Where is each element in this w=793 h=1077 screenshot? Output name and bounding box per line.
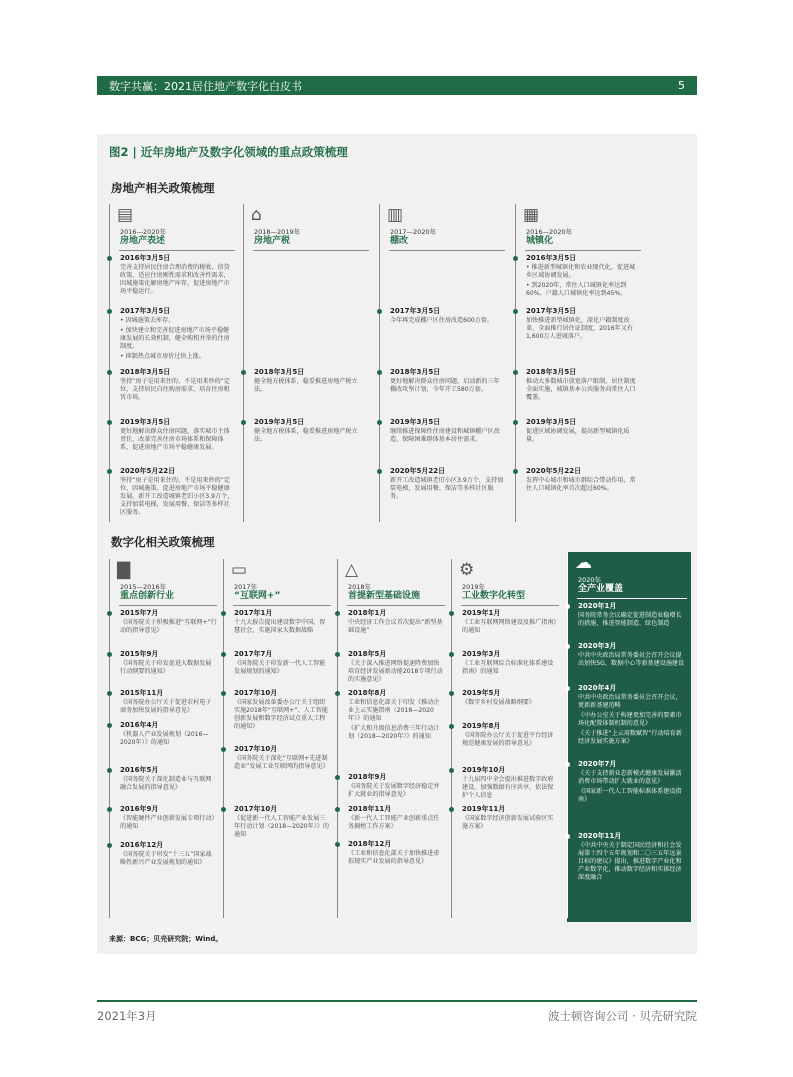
category-label: 全产业覆盖 — [578, 584, 624, 594]
buildings-icon: ▥ — [387, 205, 404, 225]
timeline-dot — [107, 807, 112, 812]
robot-arm-icon: ⚙ — [459, 560, 475, 580]
timeline-dot — [107, 652, 112, 657]
digital-column-0 — [109, 559, 221, 922]
entry-text: 发挥中心城市和城市群综合带动作用，常住人口城镇化率首次超过60%。 — [526, 477, 636, 493]
document-icon: ▤ — [117, 205, 134, 225]
entry-text: • 推进新型城镇化和农业现代化，促进城乡区域协调发展。 — [526, 264, 641, 280]
category-label: 工业数字化转型 — [462, 591, 526, 601]
timeline-dot — [449, 611, 454, 616]
timeline-entry — [462, 766, 559, 800]
chart-icon: ▇ — [117, 560, 131, 580]
entry-date: 2017年3月5日 — [390, 307, 441, 315]
entry-date: 2017年10月 — [234, 689, 278, 697]
category-label: “互联网+” — [234, 591, 281, 601]
entry-text: 加快推进新型城镇化，深化户籍制度改革，全面推行居住证制度，2016年又有1,600万人进城落户。 — [526, 317, 633, 341]
header-divider — [577, 598, 687, 599]
timeline-entry — [526, 307, 641, 341]
timeline-entry — [234, 609, 331, 635]
timeline-entry — [234, 689, 331, 731]
entry-text: 国务院常务会议确定促进制造业稳增长的措施，推进智能制造、绿色制造 — [578, 612, 682, 628]
entry-date: 2017年3月5日 — [120, 307, 171, 315]
entry-date: 2019年5月 — [462, 689, 501, 697]
entry-date: 2016年3月5日 — [120, 254, 171, 262]
timeline-entry — [390, 467, 505, 501]
entry-text: 中央经济工作会议首次提出“新型基础设施” — [348, 619, 443, 635]
timeline-line — [515, 204, 516, 522]
entry-text: 《中办公室关于构建更加完善的要素市场化配置体制机制的意见》 — [578, 712, 682, 728]
period-label: 2015—2016年 — [120, 583, 167, 591]
category-label: 首提新型基础设施 — [348, 591, 421, 601]
header-divider — [461, 605, 559, 606]
timeline-entry — [120, 650, 217, 676]
category-label: 棚改 — [390, 236, 409, 246]
entry-date: 2019年10月 — [462, 766, 506, 774]
entry-date: 2019年3月 — [462, 650, 501, 658]
header-title: 数字共赢：2021居住地产数字化白皮书 — [109, 79, 302, 93]
realestate-column-3 — [515, 204, 645, 526]
entry-date: 2019年8月 — [462, 722, 501, 730]
timeline-entry — [120, 766, 217, 792]
header-divider — [347, 605, 445, 606]
entry-date: 2017年3月5日 — [526, 307, 577, 315]
period-label: 2016—2020年 — [526, 228, 573, 236]
entry-date: 2015年11月 — [120, 689, 164, 697]
timeline-entry — [348, 840, 445, 866]
figure-panel — [97, 134, 697, 954]
entry-text: 《工业和信息化部关于加快推进虚拟现实产业发展的指导意见》 — [348, 850, 440, 866]
period-label: 2018年 — [348, 583, 372, 591]
entry-date: 2019年3月5日 — [390, 418, 441, 426]
entry-date: 2018年3月5日 — [254, 368, 305, 376]
header-divider — [119, 250, 235, 251]
entry-date: 2020年7月 — [578, 760, 617, 768]
timeline-dot — [107, 469, 112, 474]
entry-date: 2018年12月 — [348, 840, 392, 848]
timeline-dot — [107, 843, 112, 848]
timeline-entry — [526, 418, 641, 444]
entry-date: 2020年3月 — [578, 642, 617, 650]
timeline-dot — [449, 768, 454, 773]
footer-date: 2021年3月 — [97, 1009, 157, 1023]
entry-text: 《工业互联网综合标准化体系建设指南》的通知 — [462, 660, 554, 676]
entry-date: 2016年5月 — [120, 766, 159, 774]
entry-text: 坚持“房子是用来住的、不是用来炒的”定位，因城施策，促进房地产市场平稳健康发展。新开工改造城镇老旧小区3.9万个，支持加装电梯，发展用餐、保洁等多样社区服务。 — [120, 477, 234, 517]
timeline-line — [243, 204, 244, 522]
entry-date: 2016年9月 — [120, 805, 159, 813]
entry-date: 2018年1月 — [348, 609, 387, 617]
timeline-entry — [526, 254, 641, 298]
timeline-dot — [449, 807, 454, 812]
city-icon: ▦ — [523, 205, 540, 225]
entry-text: 健全地方税体系，稳妥推进房地产税立法。 — [254, 378, 358, 394]
entry-date: 2020年5月22日 — [120, 467, 176, 475]
timeline-dot — [335, 775, 340, 780]
entry-date: 2020年4月 — [578, 684, 617, 692]
entry-text: 《国务院关于印发“十三五”国家战略性新兴产业发展规划的通知》 — [120, 851, 212, 867]
entry-date: 2018年11月 — [348, 805, 392, 813]
timeline-entry — [390, 307, 505, 325]
entry-date: 2017年10月 — [234, 745, 278, 753]
entry-text: • 加快建立和完善促进房地产市场平稳健康发展的长效机制，健全购租并举的住房制度。 — [120, 327, 235, 351]
entry-date: 2020年11月 — [578, 832, 622, 840]
monitor-icon: ▭ — [231, 560, 248, 580]
entry-text: 促进区域协调发展，提高新型城镇化质量。 — [526, 428, 630, 444]
timeline-dot — [513, 420, 518, 425]
entry-text: 《国务院办公厅关于促进平台经济规范健康发展的指导意见》 — [462, 732, 554, 748]
entry-text: 更好地解决群众住房问题，落实城市主体责任，改革完善住房市场体系和保障体系，促进房地产市场平稳健康发展。 — [120, 428, 230, 452]
timeline-dot — [221, 611, 226, 616]
digital-column-4 — [567, 552, 691, 922]
header-divider — [233, 605, 331, 606]
entry-date: 2018年3月5日 — [120, 368, 171, 376]
timeline-dot — [449, 691, 454, 696]
timeline-dot — [565, 644, 570, 649]
timeline-entry — [348, 650, 445, 684]
entry-text: 推动大多数城市放宽落户限制，居住制度全面实施，城镇基本公共服务向常住人口覆盖。 — [526, 378, 636, 402]
entry-text: 继续推进保障性住房建设和城镇棚户区改造，保障困难群体基本居住需求。 — [390, 428, 500, 444]
timeline-entry — [526, 467, 641, 493]
period-label: 2016—2020年 — [120, 228, 167, 236]
timeline-dot — [377, 469, 382, 474]
figure-source: 来源：BCG；贝壳研究院；Wind。 — [109, 935, 223, 943]
entry-text: 健全地方税体系，稳妥推进房地产税立法。 — [254, 428, 358, 444]
page-header — [97, 76, 697, 95]
timeline-dot — [377, 309, 382, 314]
timeline-dot — [335, 807, 340, 812]
entry-text: 新开工改造城镇老旧小区3.9万个，支持加装电梯，发展用餐、保洁等多样社区服务。 — [390, 477, 504, 501]
entry-date: 2017年7月 — [234, 650, 273, 658]
timeline-entry — [348, 689, 445, 741]
timeline-dot — [565, 834, 570, 839]
entry-text: 更好地解决群众住房问题，启动新的三年棚改攻坚计划，今年开工580万套。 — [390, 378, 500, 394]
entry-date: 2019年1月 — [462, 609, 501, 617]
timeline-entry — [390, 368, 505, 394]
tower-icon: △ — [345, 560, 359, 580]
timeline-dot — [335, 842, 340, 847]
entry-date: 2016年12月 — [120, 841, 164, 849]
entry-date: 2019年3月5日 — [120, 418, 171, 426]
timeline-entry — [578, 642, 687, 668]
entry-date: 2019年3月5日 — [254, 418, 305, 426]
timeline-entry — [234, 745, 331, 771]
entry-date: 2020年5月22日 — [526, 467, 582, 475]
entry-text: 工业和信息化部关于印发《推动企业上云实施指南（2018—2020年）》的通知 — [348, 699, 440, 723]
period-label: 2020年 — [578, 576, 602, 584]
entry-text: 《智能硬件产业创新发展专项行动》的通知 — [120, 815, 215, 831]
entry-text: 《国务院关于印发促进大数据发展行动纲要的通知》 — [120, 660, 212, 676]
entry-date: 2015年9月 — [120, 650, 159, 658]
timeline-dot — [241, 420, 246, 425]
timeline-dot — [335, 611, 340, 616]
entry-text: 《关于深入推进网络提速降费加快培育经济发展新动能2018专项行动的实施意见》 — [348, 660, 443, 684]
timeline-entry — [462, 689, 559, 707]
entry-text: • 因城施策去库存。 — [120, 317, 235, 325]
timeline-entry — [348, 609, 445, 635]
timeline-entry — [120, 805, 217, 831]
timeline-dot — [513, 256, 518, 261]
timeline-dot — [565, 604, 570, 609]
footer-rule — [97, 1000, 697, 1002]
digital-column-1 — [223, 559, 335, 922]
period-label: 2018—2019年 — [254, 228, 301, 236]
entry-text: 《数字乡村发展战略纲要》 — [462, 699, 536, 707]
entry-text: 十九届四中全会提出推进数字政府建设，加强数据有序共享，依法保护个人信息 — [462, 776, 554, 800]
entry-text: 《工业互联网网络建设及推广指南》的通知 — [462, 619, 557, 635]
timeline-dot — [107, 768, 112, 773]
entry-text: 《国务院办公厅关于促进农村电子商务加快发展的指导意见》 — [120, 699, 212, 715]
entry-text: 《国家新一代人工智能标准体系建设指南》 — [578, 788, 682, 804]
entry-text: 《机器人产业发展规划（2016—2020年）》的通知 — [120, 731, 209, 747]
entry-date: 2016年3月5日 — [526, 254, 577, 262]
timeline-dot — [565, 686, 570, 691]
timeline-entry — [462, 609, 559, 635]
timeline-dot — [107, 309, 112, 314]
timeline-entry — [120, 841, 217, 867]
entry-date: 2015年7月 — [120, 609, 159, 617]
timeline-dot — [513, 309, 518, 314]
timeline-entry — [120, 254, 235, 296]
timeline-entry — [234, 805, 331, 839]
entry-text: • 到2020年，常住人口城镇化率达到60%、户籍人口城镇化率达到45%。 — [526, 282, 641, 298]
timeline-dot — [221, 747, 226, 752]
entry-text: 十九大报告提出建设数字中国、智慧社会，实施国家大数据战略 — [234, 619, 326, 635]
category-label: 城镇化 — [526, 236, 554, 246]
period-label: 2017年 — [234, 583, 258, 591]
entry-text: 《国务院关于发展数字经济稳定并扩大就业的指导意见》 — [348, 783, 440, 799]
entry-text: 《促进新一代人工智能产业发展三年行动计划（2018—2020年）》的通知 — [234, 815, 329, 839]
entry-text: 《国家数字经济创新发展试验区实施方案》 — [462, 815, 554, 831]
figure-title: 图2 | 近年房地产及数字化领域的重点政策梳理 — [109, 145, 348, 159]
entry-date: 2017年1月 — [234, 609, 273, 617]
timeline-entry — [120, 307, 235, 361]
timeline-dot — [377, 420, 382, 425]
timeline-entry — [348, 773, 445, 799]
realestate-column-2 — [379, 204, 509, 526]
timeline-entry — [462, 805, 559, 831]
timeline-entry — [462, 650, 559, 676]
timeline-entry — [578, 602, 687, 628]
section-title-realestate: 房地产相关政策梳理 — [111, 181, 215, 195]
timeline-entry — [120, 721, 217, 747]
timeline-entry — [526, 368, 641, 402]
timeline-dot — [565, 762, 570, 767]
timeline-entry — [462, 722, 559, 748]
house-tax-icon: ⌂ — [251, 205, 262, 225]
timeline-entry — [348, 805, 445, 831]
timeline-entry — [578, 832, 687, 882]
cloud-network-icon: ☁ — [575, 553, 592, 573]
entry-date: 2016年4月 — [120, 721, 159, 729]
timeline-dot — [107, 723, 112, 728]
entry-text: 今年再完成棚户区住房改造600万套。 — [390, 317, 494, 325]
timeline-dot — [449, 652, 454, 657]
timeline-dot — [107, 256, 112, 261]
timeline-dot — [513, 469, 518, 474]
timeline-dot — [513, 370, 518, 375]
entry-text: 《新一代人工智能产业创新重点任务揭榜工作方案》 — [348, 815, 440, 831]
timeline-dot — [221, 691, 226, 696]
timeline-dot — [377, 370, 382, 375]
digital-column-3 — [451, 559, 563, 922]
entry-text: 《关于推进“上云用数赋智”行动培育新经济发展实施方案》 — [578, 730, 682, 746]
header-divider — [389, 250, 505, 251]
timeline-entry — [578, 684, 687, 746]
header-divider — [253, 250, 369, 251]
timeline-dot — [241, 370, 246, 375]
entry-text: 中共中央政治局常务委员会召开会议，更新新基建范畴 — [578, 694, 682, 710]
timeline-entry — [234, 650, 331, 676]
entry-date: 2018年9月 — [348, 773, 387, 781]
timeline-dot — [449, 724, 454, 729]
entry-date: 2019年3月5日 — [526, 418, 577, 426]
entry-date: 2018年8月 — [348, 689, 387, 697]
entry-text: 《国家发展改革委办公厅关于组织实施2018年“互联网+”、人工智能创新发展和数字经济试点重大工程的通知》 — [234, 699, 328, 731]
entry-text: 完善支持居民住房合理消费的税收、信贷政策，适应住房刚性需求和改善性需求，因城施策化解房地产库存，促进房地产市场平稳运行。 — [120, 264, 230, 296]
timeline-dot — [221, 652, 226, 657]
header-divider — [119, 605, 217, 606]
timeline-entry — [254, 418, 369, 444]
timeline-line — [109, 204, 110, 522]
category-label: 房地产税 — [254, 236, 291, 246]
entry-text: 中共中央政治局常务委员会召开会议提出加快5G、数据中心等新基建设施建设 — [578, 652, 685, 668]
timeline-dot — [335, 691, 340, 696]
entry-date: 2018年3月5日 — [526, 368, 577, 376]
header-divider — [525, 250, 641, 251]
digital-column-2 — [337, 559, 449, 922]
entry-text: 《扩大和升级信息消费三年行动计划（2018—2020年）》的通知 — [348, 725, 440, 741]
entry-date: 2017年10月 — [234, 805, 278, 813]
entry-date: 2019年11月 — [462, 805, 506, 813]
entry-date: 2020年5月22日 — [390, 467, 446, 475]
entry-text: 《国务院关于深化制造业与互联网融合发展的指导意见》 — [120, 776, 212, 792]
timeline-dot — [221, 807, 226, 812]
timeline-line — [379, 204, 380, 522]
timeline-dot — [107, 370, 112, 375]
entry-text: 《中共中央关于制定国民经济和社会发展第十四个五年规划和二〇三五年远景目标的建议》提出，推进数字产业化和产业数字化，推动数字经济和实体经济深度融合 — [578, 842, 682, 882]
timeline-dot — [107, 420, 112, 425]
realestate-column-1 — [243, 204, 373, 526]
period-label: 2019年 — [462, 583, 486, 591]
entry-text: 坚持“房子是用来住的、不是用来炒的”定位，支持居民自住购房需求，培育住房租赁市场。 — [120, 378, 230, 402]
category-label: 重点创新行业 — [120, 591, 175, 601]
footer-publisher: 波士顿咨询公司 · 贝壳研究院 — [548, 1009, 697, 1023]
timeline-entry — [390, 418, 505, 444]
entry-date: 2018年3月5日 — [390, 368, 441, 376]
entry-text: 《国务院关于积极推进“互联网+”行动的指导意见》 — [120, 619, 217, 635]
timeline-entry — [578, 760, 687, 804]
entry-text: 《国务院关于印发新一代人工智能发展规划的通知》 — [234, 660, 326, 676]
category-label: 房地产表述 — [120, 236, 166, 246]
timeline-entry — [120, 689, 217, 715]
entry-text: • 抑制热点城市房价过快上涨。 — [120, 353, 235, 361]
entry-date: 2020年1月 — [578, 602, 617, 610]
timeline-dot — [335, 652, 340, 657]
section-title-digital: 数字化相关政策梳理 — [111, 535, 215, 549]
page-number: 5 — [678, 79, 685, 92]
entry-text: 《关于支持新业态新模式健康发展激活消费市场带动扩大就业的意见》 — [578, 770, 682, 786]
timeline-dot — [107, 611, 112, 616]
realestate-column-0 — [109, 204, 239, 526]
timeline-entry — [120, 467, 235, 517]
entry-text: 《国务院关于深化“互联网+先进制造业”发展工业互联网的指导意见》 — [234, 755, 329, 771]
timeline-entry — [120, 368, 235, 402]
entry-date: 2018年5月 — [348, 650, 387, 658]
timeline-entry — [254, 368, 369, 394]
timeline-entry — [120, 609, 217, 635]
timeline-entry — [120, 418, 235, 452]
timeline-dot — [107, 691, 112, 696]
period-label: 2017—2020年 — [390, 228, 437, 236]
